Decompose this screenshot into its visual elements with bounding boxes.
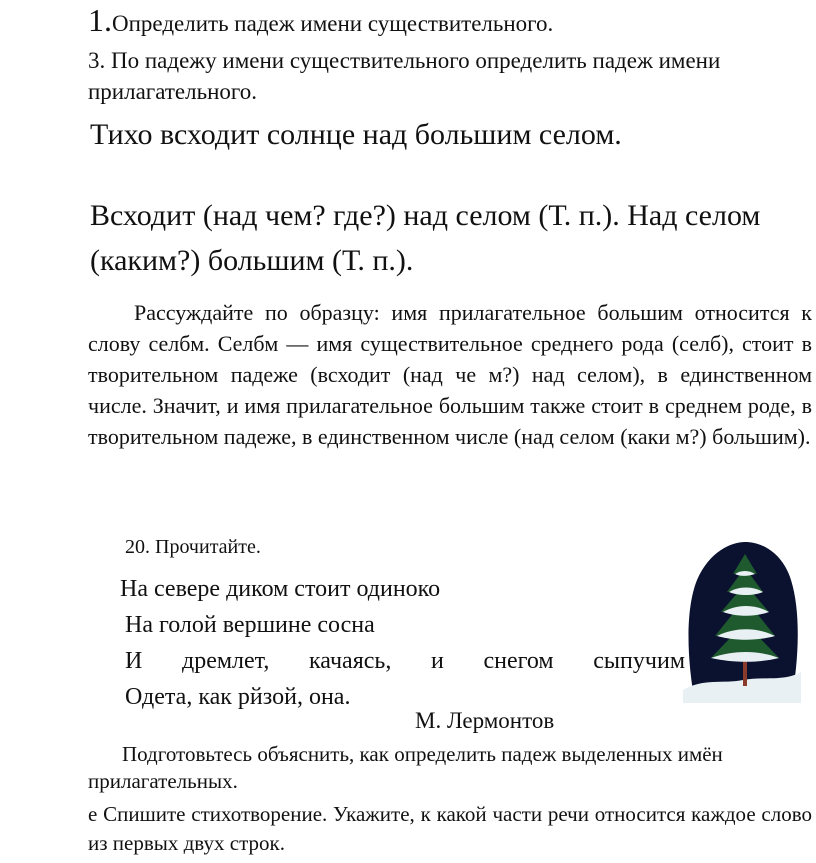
reasoning-paragraph (88, 297, 812, 452)
task-1-text: Определить падеж имени существительного. (112, 11, 554, 36)
exercise-title: 20. Прочитайте. (125, 536, 261, 558)
reasoning-text: Рассуждайте по образцу: имя прилагательное большим относится к слову селбм. Селбм — имя существительное среднего рода (селб), стоит в творительном падеже (всходит (над че м?) над селом), в единственном числе. Значит, и имя прилагательное большим также стоит в среднем роде, в творительном падеже, в единственном числе (над селом (каки м?) большим). (88, 300, 812, 449)
poem-line: Одета, как рйзой, она. (125, 684, 351, 710)
poem-line: На севере диком стоит одиноко (120, 576, 441, 602)
task-copy: е Спишите стихотворение. Укажите, к какой части речи относится каждое слово из первых двух строк. (88, 802, 812, 855)
task-prepare (88, 741, 812, 795)
task-number: 1. (88, 2, 112, 38)
task-3: 3. По падежу имени существительного определить падеж имени прилагательного. (88, 48, 721, 104)
poem-line: И дремлет, качаясь, и снегом сыпучим (125, 648, 685, 674)
poem-line: На голой вершине сосна (125, 612, 375, 638)
example-explanation: Всходит (над чем? где?) над селом (Т. п.). Над селом (каким?) большим (Т. п.). (90, 199, 761, 277)
task-prepare-text: Подготовьтесь объяснить, как определить падеж выделенных имён прилагательных. (88, 742, 723, 793)
snowy-pine-illustration (683, 540, 801, 703)
task-1 (88, 2, 553, 39)
example-sentence: Тихо всходит солнце над большим селом. (90, 118, 622, 151)
poem-author: М. Лермонтов (415, 708, 555, 733)
poem (120, 571, 685, 715)
